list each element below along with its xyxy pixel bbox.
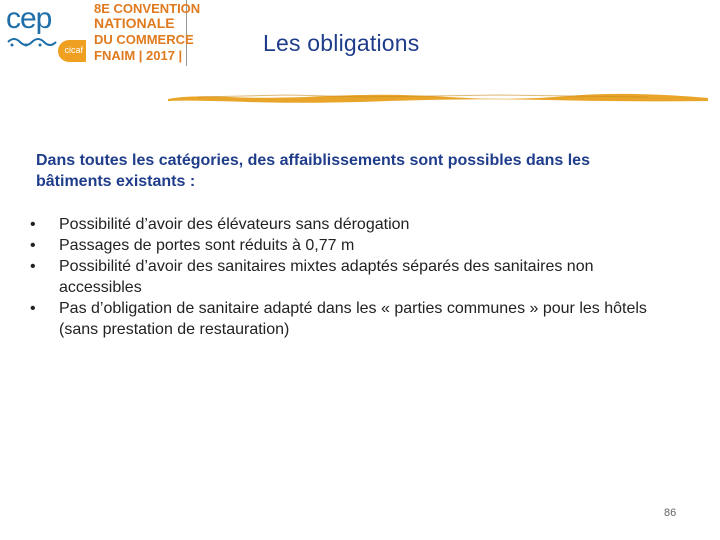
bullet-text: Possibilité d’avoir des sanitaires mixtes adaptés séparés des sanitaires non accessibles <box>59 258 594 296</box>
bullet-glyph: • <box>30 216 36 233</box>
bullet-list <box>30 214 670 340</box>
list-item <box>30 256 670 298</box>
intro-text: Dans toutes les catégories, des affaiblissements sont possibles dans les bâtiments existants : <box>36 152 590 190</box>
convention-line-4: FNAIM | 2017 | <box>94 48 183 63</box>
list-item <box>30 235 670 256</box>
convention-line-2: NATIONALE <box>94 15 175 31</box>
convention-line-3: DU COMMERCE <box>94 32 194 47</box>
cep-logo <box>6 2 82 62</box>
bullet-text: Passages de portes sont réduits à 0,77 m <box>59 237 355 254</box>
bullet-text: Pas d’obligation de sanitaire adapté dans les « parties communes » pour les hôtels (sans prestation de restauration) <box>59 300 647 338</box>
cep-logo-icon <box>6 34 62 48</box>
list-item <box>30 298 670 340</box>
cep-logo-text: cep <box>6 2 52 35</box>
convention-logo <box>90 0 201 66</box>
list-item <box>30 214 670 235</box>
bullet-text: Possibilité d’avoir des élévateurs sans dérogation <box>59 216 410 233</box>
cep-badge-text: cicaf <box>64 45 83 55</box>
bullet-glyph: • <box>30 237 36 254</box>
cep-badge <box>58 40 86 62</box>
page-number: 86 <box>664 507 677 519</box>
slide-title: Les obligations <box>263 30 420 56</box>
convention-line-1: 8E CONVENTION <box>94 1 201 16</box>
brush-stroke-divider <box>168 91 708 105</box>
bullet-glyph: • <box>30 300 36 317</box>
bullet-glyph: • <box>30 258 36 275</box>
